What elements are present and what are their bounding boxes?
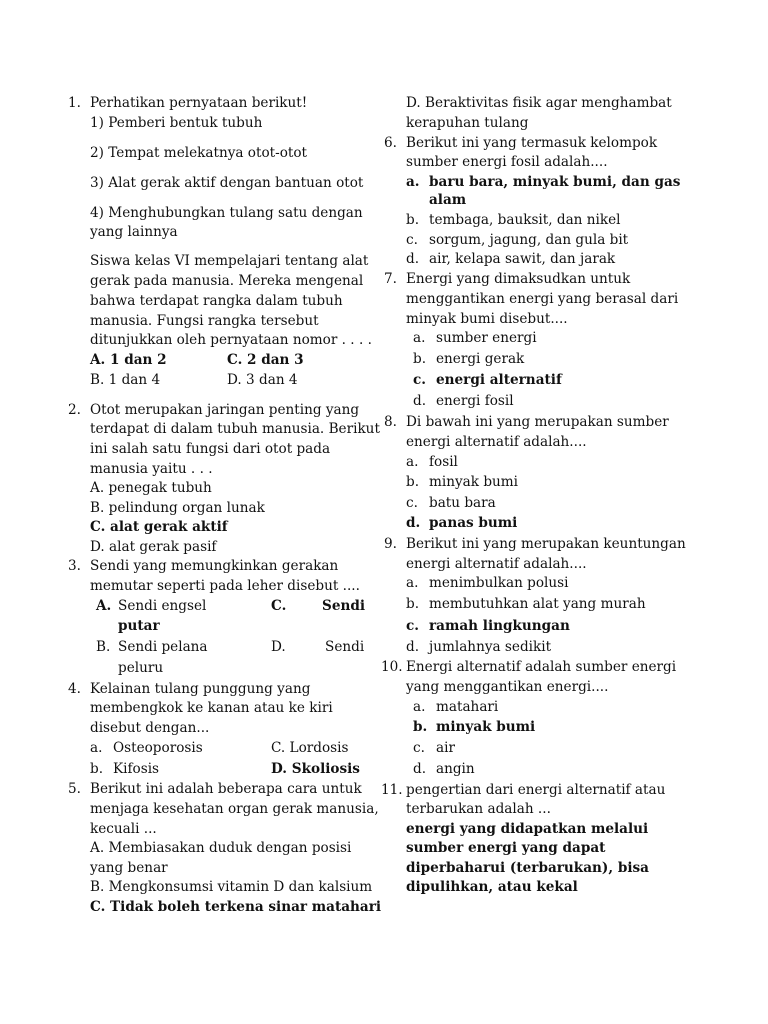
q4-number: 4. [68,681,81,697]
q9-option-c-letter: c. [406,618,420,634]
q9-option-d: jumlahnya sedikit [429,639,552,655]
q10-option-a: matahari [436,699,499,715]
q9-option-a: menimbulkan polusi [429,575,569,591]
q7-option-a: sumber energi [436,330,537,346]
q1-context-line: ditunjukkan oleh pernyataan nomor . . . . [90,332,372,348]
q2-stem-line: terdapat di dalam tubuh manusia. Berikut [90,421,380,437]
q8-stem-line: energi alternatif adalah.... [406,434,587,450]
q7-option-c-answer: energi alternatif [436,372,562,388]
q7-option-d-letter: d. [413,393,427,409]
q2-stem-line: Otot merupakan jaringan penting yang [90,402,360,418]
q9-option-c-answer: ramah lingkungan [429,618,570,634]
q3-option-c-letter: C. [271,598,287,614]
q11-answer-line: energi yang didapatkan melalui [406,821,649,837]
q5-option-c-answer: C. Tidak boleh terkena sinar matahari [90,899,382,915]
q9-option-a-letter: a. [406,575,419,591]
q3-stem-line: Sendi yang memungkinkan gerakan [90,558,339,574]
q5-stem-line: kecuali ... [90,821,157,837]
q7-option-c-letter: c. [413,372,427,388]
q10-stem-line: Energi alternatif adalah sumber energi [406,659,677,675]
q9-stem-line: Berikut ini yang merupakan keuntungan [406,536,686,552]
q1-option-c: C. 2 dan 3 [227,352,304,368]
q4-option-c: C. Lordosis [271,740,349,756]
q4-stem-line: membengkok ke kanan atau ke kiri [90,700,333,716]
q6-option-a-letter: a. [406,174,420,190]
q11-number: 11. [381,782,403,798]
q2-number: 2. [68,402,81,418]
q1-stem: Perhatikan pernyataan berikut! [90,95,308,111]
q4-option-b-letter: b. [90,761,104,777]
q6-option-a-answer-cont: alam [429,192,467,208]
q6-option-c-letter: c. [406,232,418,248]
q5-number: 5. [68,781,81,797]
q5-stem-line: menjaga kesehatan organ gerak manusia, [90,801,379,817]
q3-option-a-letter: A. [96,598,112,614]
q5-option-d: D. Beraktivitas fisik agar menghambat [406,95,672,111]
q7-option-b: energi gerak [436,351,525,367]
q6-number: 6. [384,135,397,151]
q1-context-line: Siswa kelas VI mempelajari tentang alat [90,253,369,269]
q11-answer-line: sumber energi yang dapat [406,840,606,856]
q11-stem-line: terbarukan adalah ... [406,801,551,817]
q5-option-a-cont: yang benar [90,860,168,876]
q5-option-d-cont: kerapuhan tulang [406,115,529,131]
q1-statement-4: 4) Menghubungkan tulang satu dengan [90,205,363,221]
q4-stem-line: disebut dengan... [90,720,210,736]
q8-option-b: minyak bumi [429,474,519,490]
q6-option-b: tembaga, bauksit, dan nikel [429,212,621,228]
q3-option-a: Sendi engsel [118,598,207,614]
q1-context-line: gerak pada manusia. Mereka mengenal [90,273,364,289]
q9-option-b-letter: b. [406,596,420,612]
q1-number: 1. [68,95,81,111]
q10-option-a-letter: a. [413,699,426,715]
q10-stem-line: yang menggantikan energi.... [406,679,609,695]
q10-option-c: air [436,740,455,756]
q2-stem-line: manusia yaitu . . . [90,461,213,477]
q7-option-d: energi fosil [436,393,514,409]
q8-number: 8. [384,414,397,430]
q6-option-d: air, kelapa sawit, dan jarak [429,251,616,267]
q6-option-b-letter: b. [406,212,420,228]
q5-option-b: B. Mengkonsumsi vitamin D dan kalsium [90,879,373,895]
q8-option-d-answer: panas bumi [429,515,518,531]
q7-stem-line: Energi yang dimaksudkan untuk [406,271,631,287]
q10-option-d: angin [436,761,475,777]
q11-stem-line: pengertian dari energi alternatif atau [406,782,666,798]
q1-option-a-answer: A. 1 dan 2 [90,352,167,368]
q1-statement-4-cont: yang lainnya [90,224,178,240]
q4-option-d-answer: D. Skoliosis [271,761,360,777]
q8-option-c-letter: c. [406,495,418,511]
q7-option-a-letter: a. [413,330,426,346]
q4-option-a-letter: a. [90,740,103,756]
q2-option-c-answer: C. alat gerak aktif [90,519,228,535]
q1-statement-3: 3) Alat gerak aktif dengan bantuan otot [90,175,364,191]
q7-option-b-letter: b. [413,351,427,367]
q7-stem-line: menggantikan energi yang berasal dari [406,291,679,307]
q10-option-b-answer: minyak bumi [436,719,536,735]
q2-stem-line: ini salah satu fungsi dari otot pada [90,441,331,457]
q8-option-a-letter: a. [406,454,419,470]
q8-option-c: batu bara [429,495,496,511]
q8-option-a: fosil [429,454,458,470]
q9-option-d-letter: d. [406,639,420,655]
q2-option-b: B. pelindung organ lunak [90,500,265,516]
q11-answer-line: diperbaharui (terbarukan), bisa [406,860,649,876]
q3-number: 3. [68,558,81,574]
q10-option-b-letter: b. [413,719,428,735]
q1-option-d: D. 3 dan 4 [227,372,298,388]
q1-context-line: bahwa terdapat rangka dalam tubuh [90,293,343,309]
q7-number: 7. [384,271,397,287]
q2-option-a: A. penegak tubuh [90,480,212,496]
q9-option-b: membutuhkan alat yang murah [429,596,646,612]
q1-statement-2: 2) Tempat melekatnya otot-otot [90,145,307,161]
q10-option-d-letter: d. [413,761,427,777]
q3-option-d: Sendi [325,639,365,655]
q3-option-b: Sendi pelana [118,639,208,655]
q8-option-d-letter: d. [406,515,421,531]
q8-option-b-letter: b. [406,474,420,490]
q2-option-d: D. alat gerak pasif [90,539,217,555]
q11-answer-line: dipulihkan, atau kekal [406,879,578,895]
q4-option-b: Kifosis [113,761,160,777]
q3-stem-line: memutar seperti pada leher disebut .... [90,578,360,594]
q6-option-d-letter: d. [406,251,420,267]
q7-stem-line: minyak bumi disebut.... [406,311,568,327]
q5-stem-line: Berikut ini adalah beberapa cara untuk [90,781,362,797]
q8-stem-line: Di bawah ini yang merupakan sumber [406,414,669,430]
q5-option-a: A. Membiasakan duduk dengan posisi [90,840,352,856]
q4-stem-line: Kelainan tulang punggung yang [90,681,311,697]
q9-number: 9. [384,536,397,552]
q10-number: 10. [381,659,403,675]
q4-option-a: Osteoporosis [113,740,203,756]
q3-option-b-letter: B. [96,639,111,655]
q6-option-a-answer: baru bara, minyak bumi, dan gas [429,174,681,190]
q10-option-c-letter: c. [413,740,425,756]
q6-stem-line: sumber energi fosil adalah.... [406,154,608,170]
q3-option-d-cont: peluru [118,660,164,676]
q1-context-line: manusia. Fungsi rangka tersebut [90,313,319,329]
q9-stem-line: energi alternatif adalah.... [406,556,587,572]
q1-statement-1: 1) Pemberi bentuk tubuh [90,115,263,131]
q3-option-d-letter: D. [271,639,286,655]
q3-option-c-answer-cont: putar [118,618,160,634]
q3-option-c-answer: Sendi [322,598,366,614]
q6-option-c: sorgum, jagung, dan gula bit [429,232,629,248]
q1-option-b: B. 1 dan 4 [90,372,161,388]
q6-stem-line: Berikut ini yang termasuk kelompok [406,135,658,151]
